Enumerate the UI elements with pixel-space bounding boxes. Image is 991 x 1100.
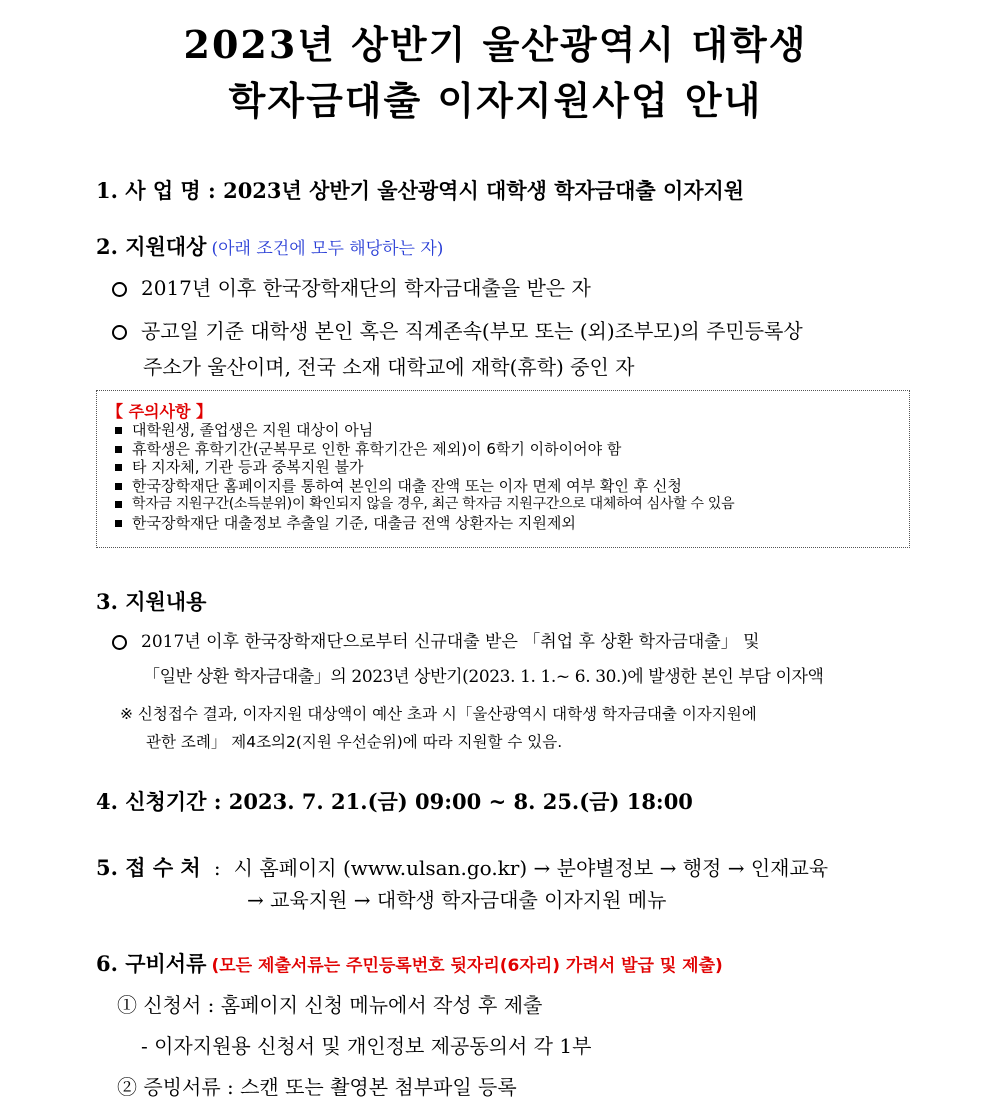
caution-item: 한국장학재단 대출정보 추출일 기준, 대출금 전액 상환자는 지원제외	[115, 514, 734, 533]
section-6-item-1-detail: - 이자지원용 신청서 및 개인정보 제공동의서 각 1부	[141, 1034, 592, 1058]
section-2-item-1: 2017년 이후 한국장학재단의 학자금대출을 받은 자	[112, 272, 591, 301]
caution-item: 휴학생은 휴학기간(군복무로 인한 휴학기간은 제외)이 6학기 이하이어야 함	[115, 440, 734, 459]
square-bullet-icon	[115, 483, 122, 490]
page-title-line-2: 학자금대출 이자지원사업 안내	[228, 78, 763, 123]
caution-item: 대학원생, 졸업생은 지원 대상이 아님	[115, 421, 734, 440]
section-5-heading: 5. 접 수 처 : 시 홈페이지 (www.ulsan.go.kr) → 분야별정보 → 행정 → 인재교육	[96, 855, 829, 880]
square-bullet-icon	[115, 464, 122, 471]
section-6-warning-note: (모든 제출서류는 주민등록번호 뒷자리(6자리) 가려서 발급 및 제출)	[211, 956, 723, 976]
square-bullet-icon	[115, 427, 122, 434]
circle-bullet-icon	[112, 635, 127, 650]
section-5-label: 5. 접 수 처	[96, 855, 201, 880]
section-3-note: ※ 신청접수 결과, 이자지원 대상액이 예산 초과 시「울산광역시 대학생 학자금대출 이자지원에	[120, 705, 757, 723]
caution-list	[115, 421, 734, 532]
homepage-link[interactable]: www.ulsan.go.kr	[350, 856, 520, 880]
section-6-label: 6. 구비서류	[96, 951, 207, 976]
section-4-heading: 4. 신청기간 : 2023. 7. 21.(금) 09:00 ~ 8. 25.(금) 18:00	[96, 789, 693, 814]
section-2-heading	[96, 231, 443, 261]
page-title-line-1: 2023년 상반기 울산광역시 대학생	[183, 22, 808, 67]
section-6-item-1: ① 신청서 : 홈페이지 신청 메뉴에서 작성 후 제출	[117, 993, 543, 1017]
caution-item: 한국장학재단 홈페이지를 통하여 본인의 대출 잔액 또는 이자 면제 여부 확인 후 신청	[115, 477, 734, 496]
section-6-heading	[96, 948, 723, 978]
section-2-item-2: 공고일 기준 대학생 본인 혹은 직계존속(부모 또는 (외)조부모)의 주민등록상	[112, 315, 803, 344]
square-bullet-icon	[115, 446, 122, 453]
section-2-condition-note: (아래 조건에 모두 해당하는 자)	[211, 239, 444, 259]
section-3-item-continued: 「일반 상환 학자금대출」의 2023년 상반기(2023. 1. 1.~ 6. 30.)에 발생한 본인 부담 이자액	[143, 667, 824, 687]
square-bullet-icon	[115, 520, 122, 527]
caution-item: 타 지자체, 기관 등과 중복지원 불가	[115, 458, 734, 477]
section-6-item-2: ② 증빙서류 : 스캔 또는 촬영본 첨부파일 등록	[117, 1075, 517, 1099]
caution-heading: 【 주의사항 】	[107, 402, 212, 421]
square-bullet-icon	[115, 501, 122, 508]
caution-item: 학자금 지원구간(소득분위)이 확인되지 않을 경우, 최근 학자금 지원구간으로 대체하여 심사할 수 있음	[115, 495, 734, 514]
caution-box	[96, 390, 910, 548]
section-1-heading: 1. 사 업 명 : 2023년 상반기 울산광역시 대학생 학자금대출 이자지원	[96, 178, 745, 203]
section-5-path-continued: → 교육지원 → 대학생 학자금대출 이자지원 메뉴	[247, 888, 667, 912]
section-3-item: 2017년 이후 한국장학재단으로부터 신규대출 받은 「취업 후 상환 학자금대출」 및	[112, 627, 760, 652]
section-3-note-continued: 관한 조례」 제4조의2(지원 우선순위)에 따라 지원할 수 있음.	[146, 733, 563, 751]
section-3-heading: 3. 지원내용	[96, 589, 207, 614]
section-2-label: 2. 지원대상	[96, 234, 207, 259]
section-2-item-2-continued: 주소가 울산이며, 전국 소재 대학교에 재학(휴학) 중인 자	[143, 355, 635, 379]
circle-bullet-icon	[112, 282, 127, 297]
circle-bullet-icon	[112, 325, 127, 340]
